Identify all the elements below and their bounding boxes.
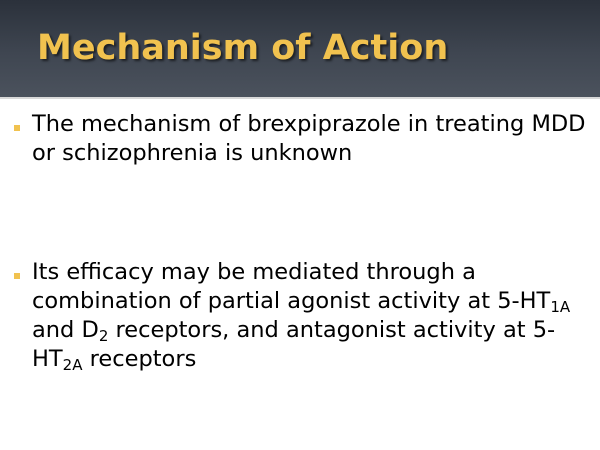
- subscript: 2A: [62, 356, 83, 375]
- subscript: 2: [98, 327, 109, 346]
- square-bullet-icon: [14, 273, 20, 279]
- slide-title: Mechanism of Action: [37, 28, 449, 68]
- bullet-text: [32, 258, 587, 374]
- text-segment: Its efficacy may be mediated through a combination of partial agonist activity at 5-HT: [32, 259, 551, 314]
- text-segment: receptors, and antagonist activity at 5-HT: [32, 317, 556, 372]
- subscript: 1A: [550, 298, 571, 317]
- bullet-text: The mechanism of brexpiprazole in treating MDD or schizophrenia is unknown: [32, 111, 586, 166]
- text-segment: and D: [32, 317, 99, 343]
- text-segment: receptors: [82, 346, 197, 372]
- square-bullet-icon: [14, 125, 20, 131]
